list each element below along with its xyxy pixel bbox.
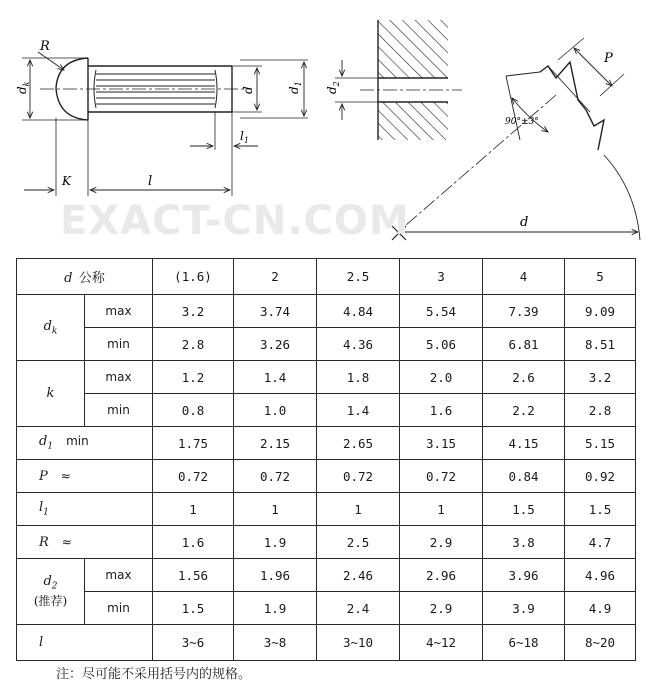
- label-d2: $d_2$: [325, 81, 341, 94]
- value-cell: 2.2: [483, 394, 565, 427]
- group-subscript: 2: [51, 581, 58, 592]
- value-cell: 3.26: [234, 328, 317, 361]
- size-header: 3: [400, 259, 483, 295]
- value-cell: 1.8: [317, 361, 400, 394]
- label-dk: $d_k$: [15, 81, 31, 94]
- label-l: l: [148, 174, 153, 189]
- label-K: K: [62, 174, 71, 188]
- limit-label: max: [85, 559, 153, 592]
- value-cell: 2.6: [483, 361, 565, 394]
- label-angle: 90°±3°: [505, 117, 539, 127]
- value-cell: 2.4: [317, 592, 400, 625]
- group-symbol: k: [46, 386, 55, 401]
- value-cell: 0.8: [153, 394, 234, 427]
- limit-label: min: [85, 592, 153, 625]
- row-label: [17, 460, 153, 493]
- header-symbol: d: [64, 271, 73, 286]
- table-row: [17, 460, 636, 493]
- value-cell: 2.9: [400, 592, 483, 625]
- value-cell: 3~8: [234, 625, 317, 661]
- value-cell: 9.09: [565, 295, 636, 328]
- value-cell: 1.75: [153, 427, 234, 460]
- value-cell: 0.72: [317, 460, 400, 493]
- group-label: [17, 361, 85, 427]
- row-label: [17, 493, 153, 526]
- row-symbol: d: [39, 434, 48, 450]
- value-cell: 2.8: [565, 394, 636, 427]
- value-cell: 1.5: [483, 493, 565, 526]
- size-header: (1.6): [153, 259, 234, 295]
- label-R: R: [40, 39, 50, 54]
- value-cell: 3.8: [483, 526, 565, 559]
- hole-section-view: [335, 20, 462, 140]
- group-symbol: d: [43, 318, 52, 334]
- footnote: 注：尽可能不采用括号内的规格。: [56, 667, 252, 682]
- value-cell: 5.15: [565, 427, 636, 460]
- table-row: [17, 295, 636, 328]
- table-row: [17, 625, 636, 661]
- value-cell: 0.72: [153, 460, 234, 493]
- size-header: 5: [565, 259, 636, 295]
- value-cell: 4.15: [483, 427, 565, 460]
- value-cell: 3.96: [483, 559, 565, 592]
- value-cell: 4.7: [565, 526, 636, 559]
- table-row: [17, 559, 636, 592]
- value-cell: 8.51: [565, 328, 636, 361]
- table-row: [17, 526, 636, 559]
- value-cell: 1.9: [234, 526, 317, 559]
- value-cell: 1.2: [153, 361, 234, 394]
- value-cell: 3.2: [153, 295, 234, 328]
- value-cell: 0.84: [483, 460, 565, 493]
- value-cell: 3~10: [317, 625, 400, 661]
- value-cell: 1.6: [400, 394, 483, 427]
- label-l1: $l_1$: [240, 129, 249, 145]
- table-row: [17, 427, 636, 460]
- value-cell: 1.9: [234, 592, 317, 625]
- value-cell: 2.46: [317, 559, 400, 592]
- table-row: [17, 361, 636, 394]
- value-cell: 4~12: [400, 625, 483, 661]
- header-label: [17, 259, 153, 295]
- group-subscript: k: [51, 326, 58, 337]
- row-symbol: l: [39, 635, 44, 650]
- header-row: [17, 259, 636, 295]
- value-cell: 2.96: [400, 559, 483, 592]
- value-cell: 0.72: [234, 460, 317, 493]
- value-cell: 3.9: [483, 592, 565, 625]
- row-label: [17, 526, 153, 559]
- dimension-table: [16, 258, 636, 661]
- value-cell: 3~6: [153, 625, 234, 661]
- row-symbol: R: [39, 534, 49, 550]
- value-cell: 2.9: [400, 526, 483, 559]
- value-cell: 2.5: [317, 526, 400, 559]
- group-symbol: d: [43, 574, 52, 590]
- value-cell: 6.81: [483, 328, 565, 361]
- limit-label: max: [85, 295, 153, 328]
- header-suffix: 公称: [78, 271, 105, 286]
- value-cell: 8~20: [565, 625, 636, 661]
- size-header: 4: [483, 259, 565, 295]
- value-cell: 6~18: [483, 625, 565, 661]
- value-cell: 1.5: [565, 493, 636, 526]
- value-cell: 0.92: [565, 460, 636, 493]
- row-suffix: ≈: [60, 468, 71, 483]
- value-cell: 1: [234, 493, 317, 526]
- table-row: [17, 592, 636, 625]
- value-cell: 2.65: [317, 427, 400, 460]
- table-row: [17, 493, 636, 526]
- value-cell: 2.0: [400, 361, 483, 394]
- value-cell: 4.96: [565, 559, 636, 592]
- size-header: 2.5: [317, 259, 400, 295]
- value-cell: 1: [400, 493, 483, 526]
- value-cell: 3.15: [400, 427, 483, 460]
- value-cell: 1: [153, 493, 234, 526]
- table-row: [17, 394, 636, 427]
- label-d1: $d_1$: [287, 81, 303, 94]
- value-cell: 4.36: [317, 328, 400, 361]
- value-cell: 1.96: [234, 559, 317, 592]
- limit-label: min: [85, 394, 153, 427]
- label-d: d: [241, 86, 255, 94]
- size-header: 2: [234, 259, 317, 295]
- value-cell: 1.0: [234, 394, 317, 427]
- group-label: [17, 559, 85, 625]
- value-cell: 3.2: [565, 361, 636, 394]
- row-suffix: ≈: [61, 534, 72, 549]
- row-suffix: min: [66, 434, 89, 449]
- value-cell: 4.9: [565, 592, 636, 625]
- value-cell: 5.54: [400, 295, 483, 328]
- row-symbol: P: [39, 468, 48, 484]
- value-cell: 1: [317, 493, 400, 526]
- value-cell: 7.39: [483, 295, 565, 328]
- row-subscript: 1: [43, 507, 49, 518]
- value-cell: 1.6: [153, 526, 234, 559]
- value-cell: 2.8: [153, 328, 234, 361]
- limit-label: max: [85, 361, 153, 394]
- row-label: [17, 625, 153, 661]
- label-P: P: [604, 51, 613, 66]
- value-cell: 1.4: [234, 361, 317, 394]
- value-cell: 3.74: [234, 295, 317, 328]
- group-note: (推荐): [33, 593, 68, 608]
- row-label: [17, 427, 153, 460]
- row-symbol: l: [39, 500, 44, 516]
- label-d-right: d: [520, 215, 529, 230]
- value-cell: 1.5: [153, 592, 234, 625]
- row-subscript: 1: [47, 441, 54, 452]
- limit-label: min: [85, 328, 153, 361]
- value-cell: 2.15: [234, 427, 317, 460]
- value-cell: 4.84: [317, 295, 400, 328]
- value-cell: 5.06: [400, 328, 483, 361]
- value-cell: 1.56: [153, 559, 234, 592]
- group-label: [17, 295, 85, 361]
- value-cell: 0.72: [400, 460, 483, 493]
- watermark: EXACT-CN.COM: [60, 198, 410, 244]
- value-cell: 1.4: [317, 394, 400, 427]
- table-row: [17, 328, 636, 361]
